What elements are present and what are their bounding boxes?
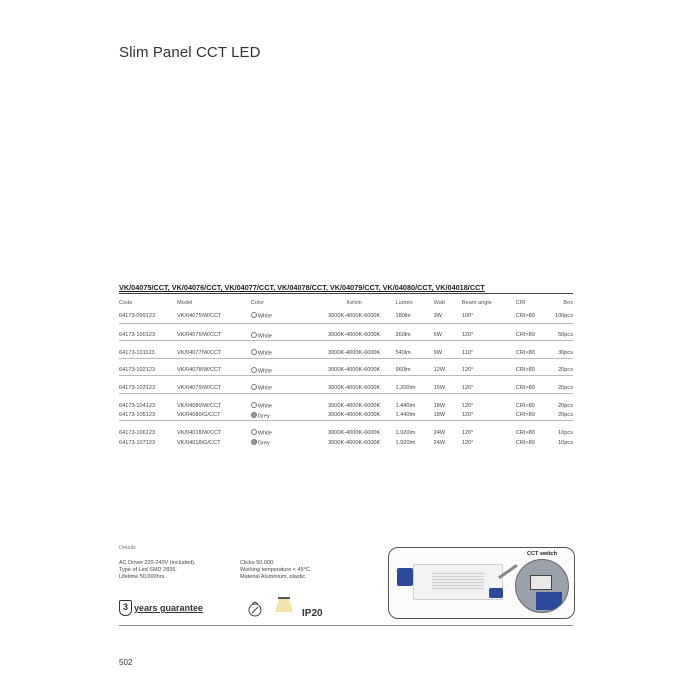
color-swatch-icon <box>251 312 257 318</box>
cell-kelvin: 3000K-4000K-6000K <box>328 430 381 436</box>
cell-color <box>251 411 313 421</box>
spec-table <box>119 297 573 448</box>
table-row <box>119 348 573 358</box>
cell-cri: CRI>80 <box>515 312 535 319</box>
cell-cri: CRI>80 <box>515 440 535 446</box>
cell-box: 30pcs <box>558 349 573 356</box>
cell-code: 64173-101123 <box>119 349 155 356</box>
header-beam-angle: Beam angle <box>461 300 492 306</box>
cell-color <box>251 348 313 358</box>
table-row <box>119 366 573 376</box>
cell-model: VK/04075/W/CCT <box>177 312 222 319</box>
color-swatch-icon <box>251 429 257 435</box>
cell-code: 64173-102123 <box>119 367 156 374</box>
cell-cri: CRI>80 <box>515 332 535 339</box>
details-line: Material Aluminium, plastic. <box>240 574 307 580</box>
cell-watt: 6W <box>433 332 443 339</box>
cell-lumen: 180lm <box>395 312 411 319</box>
driver-connector <box>489 588 503 598</box>
color-swatch-icon <box>251 412 257 418</box>
table-row <box>119 383 573 393</box>
cell-cri: CRI>80 <box>515 367 535 374</box>
cell-model: VK/04018/W/CCT <box>177 430 222 436</box>
row-spacer <box>119 376 573 383</box>
cell-model: VK/04080/G/CCT <box>177 412 221 419</box>
cell-cri: CRI>80 <box>515 402 535 409</box>
cell-watt: 9W <box>433 349 443 356</box>
details-heading: Details <box>119 545 136 551</box>
cell-model: VK/04018/G/CCT <box>177 440 221 446</box>
details-line: Clicks 50.000. <box>240 560 275 566</box>
cell-cri: CRI>80 <box>515 384 535 391</box>
cell-box: 50pcs <box>558 332 573 339</box>
details-left <box>119 560 195 581</box>
cell-beam-angle: 120° <box>461 440 474 446</box>
header-lumen: Lumen <box>395 300 413 306</box>
color-swatch-icon <box>251 332 257 338</box>
guarantee-text: years guarantee <box>134 603 204 613</box>
header-watt: Watt <box>433 300 445 306</box>
header-box: Box <box>563 300 573 306</box>
cell-beam-angle: 120° <box>461 430 474 436</box>
cell-model: VK/04079/W/CCT <box>177 384 222 391</box>
cell-color <box>251 366 313 376</box>
driver-photo <box>388 547 575 619</box>
cell-box: 10pcs <box>558 440 573 446</box>
color-swatch-icon <box>251 367 257 373</box>
table-row <box>119 411 573 421</box>
color-label: White <box>257 403 272 410</box>
cell-color <box>251 383 313 393</box>
click-cycle-icon <box>246 600 264 618</box>
cell-lumen: 540lm <box>395 349 411 356</box>
color-swatch-icon <box>251 402 257 408</box>
color-swatch-icon <box>251 349 257 355</box>
divider <box>119 625 573 626</box>
header-cri: CRI <box>515 300 526 306</box>
page-title: Slim Panel CCT LED <box>119 44 261 61</box>
cell-color <box>251 438 313 448</box>
cell-beam-angle: 120° <box>461 384 474 391</box>
cell-color <box>251 428 313 438</box>
table-row <box>119 401 573 411</box>
cell-code: 64173-107123 <box>119 440 156 446</box>
cell-code: 64173-099123 <box>119 312 156 319</box>
cell-lumen: 360lm <box>395 332 411 339</box>
color-label: Grey <box>257 440 270 447</box>
cell-beam-angle: 100° <box>461 312 474 319</box>
cell-kelvin: 3000K-4000K-6000K <box>328 402 381 409</box>
table-row <box>119 438 573 448</box>
details-right <box>240 560 311 581</box>
cell-box: 20pcs <box>558 384 573 391</box>
cell-lumen: 1.440lm <box>395 402 416 409</box>
cct-switch-zoom <box>515 559 569 613</box>
table-row <box>119 309 573 323</box>
row-spacer <box>119 394 573 401</box>
cell-kelvin: 3000K-4000K-6000K <box>328 440 381 446</box>
cell-beam-angle: 120° <box>461 367 474 374</box>
row-spacer <box>119 359 573 366</box>
guarantee-number: 3 <box>119 600 132 616</box>
header-code: Code <box>119 300 133 306</box>
cell-beam-angle: 120° <box>461 412 474 419</box>
driver-connector <box>397 568 413 586</box>
color-swatch-icon <box>251 439 257 445</box>
cell-watt: 18W <box>433 412 446 419</box>
color-label: White <box>257 368 272 374</box>
ip-rating: IP20 <box>302 608 323 619</box>
table-row <box>119 331 573 341</box>
color-label: Grey <box>257 413 270 419</box>
color-label: White <box>257 333 272 339</box>
light-beam-icon <box>274 596 294 614</box>
cct-switch-label: CCT switch <box>527 551 557 557</box>
cell-lumen: 1.440lm <box>395 412 416 419</box>
cell-cri: CRI>80 <box>515 349 535 356</box>
row-spacer <box>119 324 573 331</box>
cell-watt: 15W <box>433 384 446 391</box>
color-swatch-icon <box>251 384 257 390</box>
cell-kelvin: 3000K-4000K-6000K <box>328 332 381 339</box>
details-line: Lifetime 50.000hrs. <box>119 574 166 580</box>
cell-watt: 3W <box>433 312 443 319</box>
details-line: Working temperature < 45°C. <box>240 567 312 573</box>
row-spacer <box>119 341 573 348</box>
cell-kelvin: 3000K-4000K-6000K <box>328 367 381 374</box>
cell-model: VK/04078/W/CCT <box>177 367 222 374</box>
cell-beam-angle: 110° <box>461 349 474 356</box>
cell-color <box>251 401 313 411</box>
color-label: White <box>257 313 272 320</box>
cell-watt: 18W <box>433 402 446 409</box>
cell-code: 64173-104123 <box>119 402 156 409</box>
row-spacer <box>119 421 573 428</box>
cell-lumen: 1.920lm <box>395 440 416 446</box>
cell-model: VK/04080/W/CCT <box>177 402 222 409</box>
table-header-row <box>119 297 573 309</box>
cell-lumen: 1.200lm <box>395 384 416 391</box>
cell-code: 64173-106123 <box>119 430 156 436</box>
cell-code: 64173-100123 <box>119 332 156 339</box>
cell-box: 20pcs <box>558 367 573 374</box>
page-number: 502 <box>119 658 133 667</box>
model-codes-line: VK/04075/CCT, VK/04076/CCT, VK/04077/CCT, VK/04078/CCT, VK/04079/CCT, VK/04080/CCT, VK/04018/CCT <box>119 283 573 294</box>
cell-kelvin: 3000K-4000K-6000K <box>328 349 381 356</box>
color-label: White <box>257 350 272 357</box>
cell-watt: 24W <box>433 430 446 436</box>
cell-kelvin: 3000K-4000K-6000K <box>328 312 381 319</box>
cell-lumen: 960lm <box>395 367 411 374</box>
cell-watt: 24W <box>433 440 446 446</box>
cell-beam-angle: 120° <box>461 332 474 339</box>
cell-lumen: 1.920lm <box>395 430 416 436</box>
table-row <box>119 428 573 438</box>
header-kelvin: Kelvin <box>346 300 362 306</box>
cell-beam-angle: 120° <box>461 402 474 409</box>
cell-cri: CRI>80 <box>515 430 535 436</box>
cell-model: VK/04077/W/CCT <box>177 349 222 356</box>
header-color: Color <box>250 300 265 306</box>
cell-color <box>251 331 313 341</box>
cell-kelvin: 3000K-4000K-6000K <box>328 412 381 419</box>
details-line: Type of Led SMD 2835. <box>119 567 177 573</box>
cell-box: 100pcs <box>554 312 573 319</box>
header-model: Model <box>177 300 193 306</box>
color-label: White <box>257 430 272 437</box>
color-label: White <box>257 385 272 392</box>
guarantee-badge <box>119 600 203 616</box>
cell-color <box>251 309 313 323</box>
cell-box: 20pcs <box>558 412 573 419</box>
cell-cri: CRI>80 <box>515 412 535 419</box>
cell-box: 10pcs <box>558 430 573 436</box>
cell-model: VK/04076/W/CCT <box>177 332 222 339</box>
cell-code: 64173-105123 <box>119 412 156 419</box>
details-line: AC Driver 220-240V (included). <box>119 560 196 566</box>
cell-code: 64173-103123 <box>119 384 156 391</box>
cell-box: 20pcs <box>558 402 573 409</box>
cell-kelvin: 3000K-4000K-6000K <box>328 384 381 391</box>
cell-watt: 12W <box>433 367 446 374</box>
